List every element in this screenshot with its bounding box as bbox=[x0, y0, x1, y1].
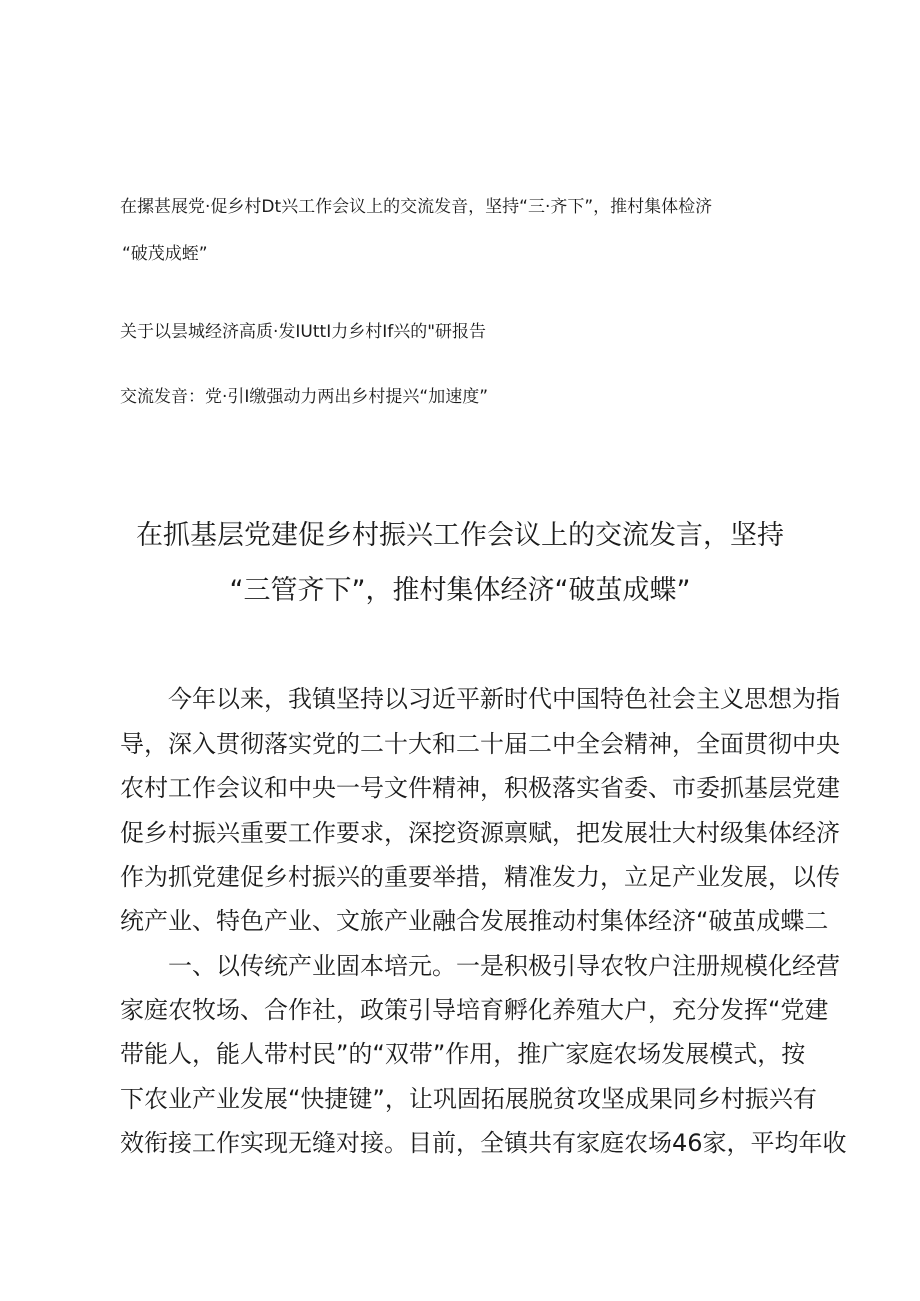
toc-item-2[interactable]: 关于以昙城经济高质·发IUttI力乡村If兴的"研报告 bbox=[120, 322, 487, 342]
paragraph-line: 今年以来，我镇坚持以习近平新时代中国特色社会主义思想为指 bbox=[168, 685, 840, 713]
document-title-line-2: “三管齐下”，推村集体经济“破茧成蝶” bbox=[229, 575, 691, 606]
paragraph-line: 家庭农牧场、合作社，政策引导培育孵化养殖大户，充分发挥“党建 bbox=[120, 996, 829, 1024]
toc-item-3[interactable]: 交流发音：党·引I缴强动力两出乡村提兴“加速度” bbox=[120, 387, 489, 407]
paragraph-line: 带能人，能人带村民”的“双带”作用，推广家庭农场发展模式，按 bbox=[120, 1040, 806, 1068]
paragraph-line: 统产业、特色产业、文旅产业融合发展推动村集体经济“破茧成蝶二 bbox=[120, 907, 829, 935]
paragraph-line: 导，深入贯彻落实党的二十大和二十届二中全会精神，全面贯彻中央 bbox=[120, 730, 840, 758]
toc-item-1-line-1[interactable]: 在摞甚展党·促乡村Dt兴工作会议上的交流发音，坚持“三·齐下”，推村集体检济 bbox=[120, 197, 713, 217]
paragraph-line: 作为抓党建促乡村振兴的重要举措，精准发力，立足产业发展，以传 bbox=[120, 863, 840, 891]
paragraph-line: 效衔接工作实现无缝对接。目前，全镇共有家庭农场46家，平均年收 bbox=[120, 1129, 847, 1157]
paragraph-line: 下农业产业发展“快捷键”，让巩固拓展脱贫攻坚成果同乡村振兴有 bbox=[120, 1085, 817, 1113]
paragraph-line: 一、以传统产业固本培元。一是积极引导农牧户注册规模化经营 bbox=[168, 952, 840, 980]
document-title-line-1: 在抓基层党建促乡村振兴工作会议上的交流发言，坚持 bbox=[136, 520, 784, 551]
paragraph-line: 促乡村振兴重要工作要求，深挖资源禀赋，把发展壮大村级集体经济 bbox=[120, 819, 840, 847]
toc-item-1-line-2[interactable]: “破茂成蛭” bbox=[122, 244, 208, 264]
paragraph-line: 农村工作会议和中央一号文件精神，积极落实省委、市委抓基层党建 bbox=[120, 774, 840, 802]
